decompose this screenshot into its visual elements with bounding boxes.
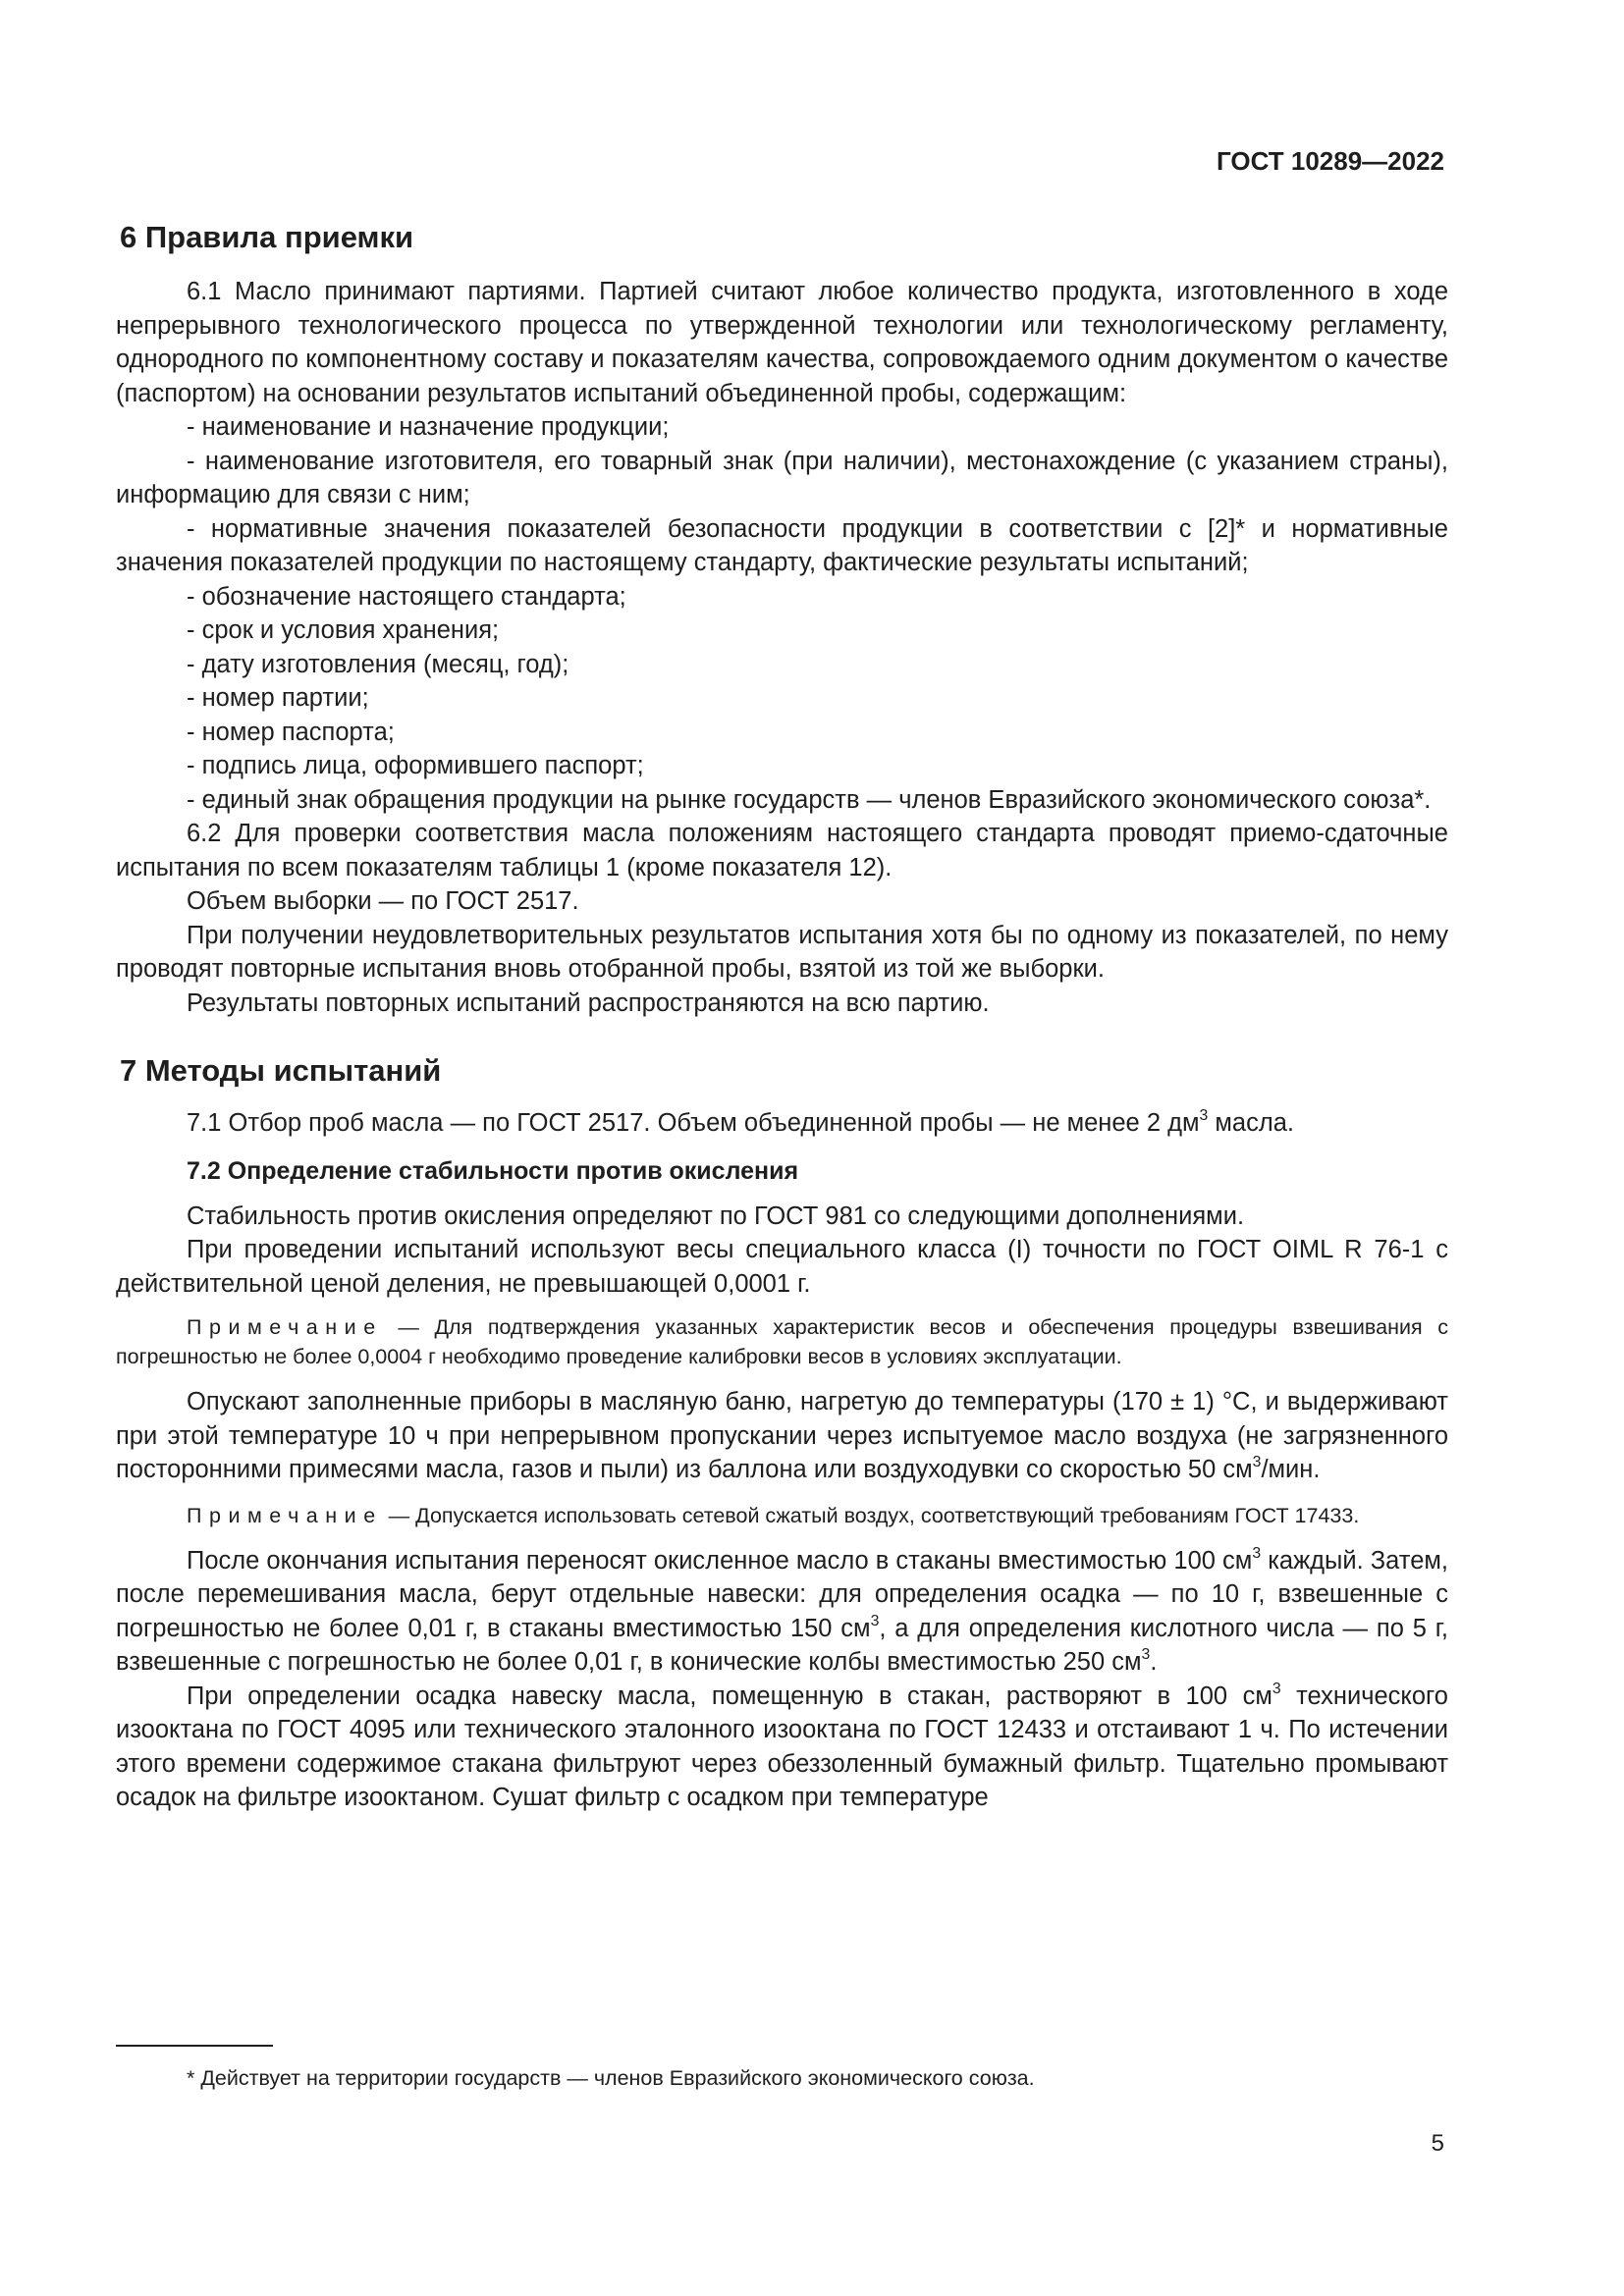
list-item: - срок и условия хранения; bbox=[187, 616, 500, 644]
paragraph: При проведении испытаний используют весы специального класса (I) точности по ГОСТ OIML R 76-1 с действительной ценой деления, не превышающей 0,0001 г. bbox=[116, 1236, 1448, 1298]
list-item: - наименование изготовителя, его товарный знак (при наличии), местонахождение (с указанием страны), информацию для связи с ним; bbox=[116, 447, 1448, 508]
page-body bbox=[116, 218, 1448, 1815]
section-6-title: 6 Правила приемки bbox=[120, 220, 414, 254]
footnote: * Действует на территории государств — членов Евразийского экономического союза. bbox=[187, 2066, 1035, 2090]
list-item: - обозначение настоящего стандарта; bbox=[187, 582, 626, 611]
list-item: - номер партии; bbox=[187, 684, 369, 712]
list-item: - подпись лица, оформившего паспорт; bbox=[187, 752, 644, 779]
paragraph: При получении неудовлетворительных результатов испытания хотя бы по одному из показателей, по нему проводят повторные испытания вновь отобранной пробы, взятой из той же выборки. bbox=[116, 921, 1448, 983]
note-label: Примечание bbox=[187, 1315, 383, 1339]
paragraph: При определении осадка навеску масла, помещенную в стакан, растворяют в 100 $см^3$ технического изооктана по ГОСТ 4095 или технического эталонного изооктана по ГОСТ 12433 и отстаивают 1 ч. По истечении этого времени содержимое стакана фильтруют через обеззоленный бумажный фильтр. Тщательно промывают осадок на фильтре изооктаном. Сушат фильтр с осадком при температуре bbox=[116, 1680, 1448, 1811]
paragraph: Результаты повторных испытаний распространяются на всю партию. bbox=[187, 988, 990, 1017]
subsection-7-2-title: 7.2 Определение стабильности против окисления bbox=[187, 1156, 799, 1185]
list-item: - дату изготовления (месяц, год); bbox=[187, 650, 569, 678]
page-number: 5 bbox=[1431, 2130, 1444, 2157]
standard-designation: ГОСТ 10289—2022 bbox=[1217, 146, 1444, 176]
list-item: - нормативные значения показателей безопасности продукции в соответствии с [2]* и нормативные значения показателей продукции по настоящему стандарту, фактические результаты испытаний; bbox=[116, 514, 1448, 576]
list-item: - номер паспорта; bbox=[187, 718, 395, 746]
note: Примечание — Для подтверждения указанных характеристик весов и обеспечения процедуры взвешивания с погрешностью не более 0,0004 г необходимо проведение калибровки весов в условиях эксплуатации. bbox=[116, 1315, 1448, 1368]
paragraph: После окончания испытания переносят окисленное масло в стаканы вместимостью 100 $см^3$ каждый. Затем, после перемешивания масла, берут отдельные навески: для определения осадка — по 10 г, взвешенные с погрешностью не более 0,01 г, в стаканы вместимостью 150 $см^3$, а для определения кислотного числа — по 5 г, взвешенные с погрешностью не более 0,01 г, в конические колбы вместимостью 250 $см^3$. bbox=[116, 1544, 1449, 1676]
note: Примечание — Допускается использовать сетевой сжатый воздух, соответствующий требованиям ГОСТ 17433. bbox=[187, 1503, 1360, 1527]
list-item: - наименование и назначение продукции; bbox=[187, 413, 670, 441]
section-7-title: 7 Методы испытаний bbox=[120, 1053, 442, 1088]
paragraph: Стабильность против окисления определяют по ГОСТ 981 со следующими дополнениями. bbox=[187, 1201, 1245, 1230]
paragraph-7-1: 7.1 Отбор проб масла — по ГОСТ 2517. Объем объединенной пробы — не менее 2 $дм^3$ масла. bbox=[187, 1106, 1295, 1137]
paragraph: Опускают заполненные приборы в масляную баню, нагретую до температуры (170 ± 1) °C, и выдерживают при этой температуре 10 ч при непрерывном пропускании через испытуемое масло воздуха (не загрязненного посторонними примесями масла, газов и пыли) из баллона или воздуходувки со скоростью 50 $см^3$/мин. bbox=[116, 1388, 1448, 1483]
paragraph: Объем выборки — по ГОСТ 2517. bbox=[187, 887, 579, 915]
paragraph-6-1: 6.1 Масло принимают партиями. Партией считают любое количество продукта, изготовленного в ходе непрерывного технологического процесса по утвержденной технологии или технологическому регламенту, однородного по компонентному составу и показателям качества, сопровождаемого одним документом о качестве (паспортом) на основании результатов испытаний объединенной пробы, содержащим: bbox=[116, 278, 1448, 407]
list-item: - единый знак обращения продукции на рынке государств — членов Евразийского экономического союза*. bbox=[187, 785, 1432, 814]
note-label: Примечание bbox=[187, 1503, 383, 1527]
paragraph-6-2: 6.2 Для проверки соответствия масла положениям настоящего стандарта проводят приемо-сдаточные испытания по всем показателям таблицы 1 (кроме показателя 12). bbox=[116, 820, 1448, 881]
footnote-divider bbox=[116, 2045, 273, 2047]
